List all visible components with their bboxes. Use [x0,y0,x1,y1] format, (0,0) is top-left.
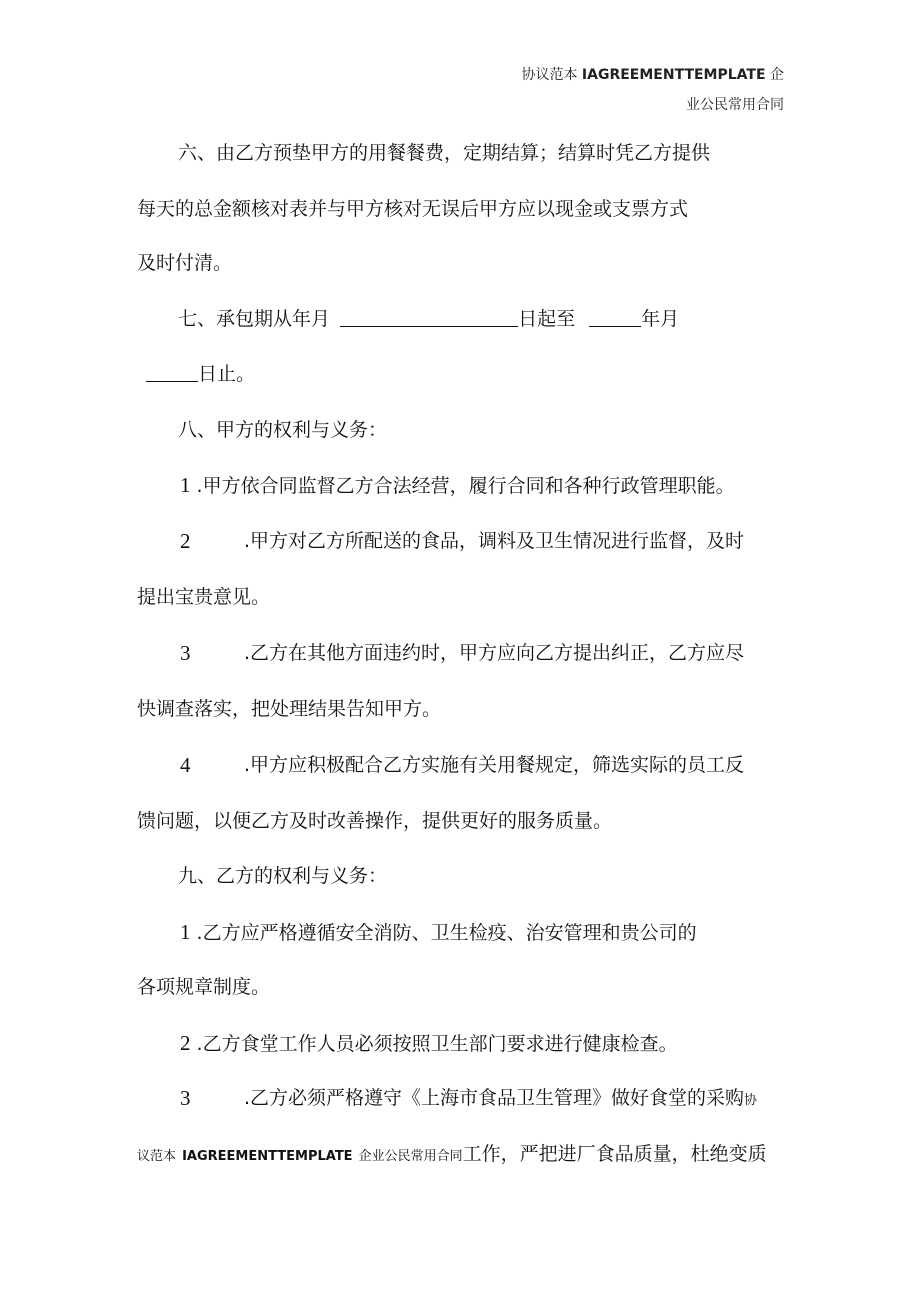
clause-7-line-1 [178,307,679,331]
item-number: 3 [180,1086,191,1110]
clause-9-item-3 [180,1086,191,1111]
clause-9-item-3-cont [137,1142,767,1169]
clause-7-part-1: 七、承包期从年月 [178,308,331,330]
item-number: 3 [180,641,191,665]
clause-7-line-2 [146,362,255,386]
clause-8-item-3-cont: 快调查落实，把处理结果告知甲方。 [137,698,442,720]
inline-header-brand: IAGREEMENTTEMPLATE [182,1149,353,1164]
clause-9-item-1 [180,920,697,945]
clause-8-item-1 [180,473,735,498]
page-header-line2 [686,94,784,114]
header-suffix-2: 业公民常用合同 [686,97,784,113]
clause-6-line-1: 六、由乙方预垫甲方的用餐餐费，定期结算；结算时凭乙方提供 [178,142,711,164]
clause-8-item-4-text: .甲方应积极配合乙方实施有关用餐规定，筛选实际的员工反 [244,754,745,776]
clause-9-title: 九、乙方的权利与义务： [178,865,388,887]
item-text: .甲方依合同监督乙方合法经营，履行合同和各种行政管理职能。 [196,475,735,497]
clause-6-line-3: 及时付清。 [137,252,233,274]
clause-8-item-3 [180,641,191,666]
clause-9-item-2 [180,1031,678,1056]
header-prefix: 协议范本 [521,67,578,83]
item-number: 2 [180,529,191,553]
clause-7-part-3: 年月 [641,308,680,330]
date-blank-2 [589,308,641,327]
header-suffix: 企 [770,67,784,83]
inline-header-tail: 协 [744,1093,758,1108]
clause-7-part-4: 日止。 [198,363,256,385]
inline-header-suffix: 企业公民常用合同 [358,1149,463,1164]
clause-8-item-2-text: .甲方对乙方所配送的食品，调料及卫生情况进行监督，及时 [244,530,745,552]
clause-8-item-4-cont: 馈问题，以便乙方及时改善操作，提供更好的服务质量。 [137,810,613,832]
item-number: 2 [180,1031,191,1055]
item-number: 1 [180,920,191,944]
date-blank-3 [146,363,198,382]
header-brand: IAGREEMENTTEMPLATE [581,67,766,83]
item-text: .乙方必须严格遵守《上海市食品卫生管理》做好食堂的采购 [244,1087,745,1109]
item-text-cont: 工作，严把进厂食品质量，杜绝变质 [462,1143,767,1165]
clause-6-line-2: 每天的总金额核对表并与甲方核对无误后甲方应以现金或支票方式 [137,198,689,220]
item-number: 4 [180,753,191,777]
item-number: 1 [180,473,191,497]
clause-7-part-2: 日起至 [518,308,576,330]
clause-9-item-1-cont: 各项规章制度。 [137,976,271,998]
clause-8-item-2-cont: 提出宝贵意见。 [137,586,271,608]
clause-8-title: 八、甲方的权利与义务： [178,419,388,441]
clause-8-item-4 [180,753,191,778]
date-blank-1 [340,308,518,327]
item-text: .乙方食堂工作人员必须按照卫生部门要求进行健康检查。 [196,1033,678,1055]
clause-9-item-3-text [244,1086,757,1113]
clause-8-item-3-text: .乙方在其他方面违约时，甲方应向乙方提出纠正，乙方应尽 [244,642,745,664]
item-text: .乙方应严格遵循安全消防、卫生检疫、治安管理和贵公司的 [196,922,697,944]
clause-8-item-2 [180,529,191,554]
page-header [521,64,784,84]
inline-header-prefix: 议范本 [137,1149,177,1164]
